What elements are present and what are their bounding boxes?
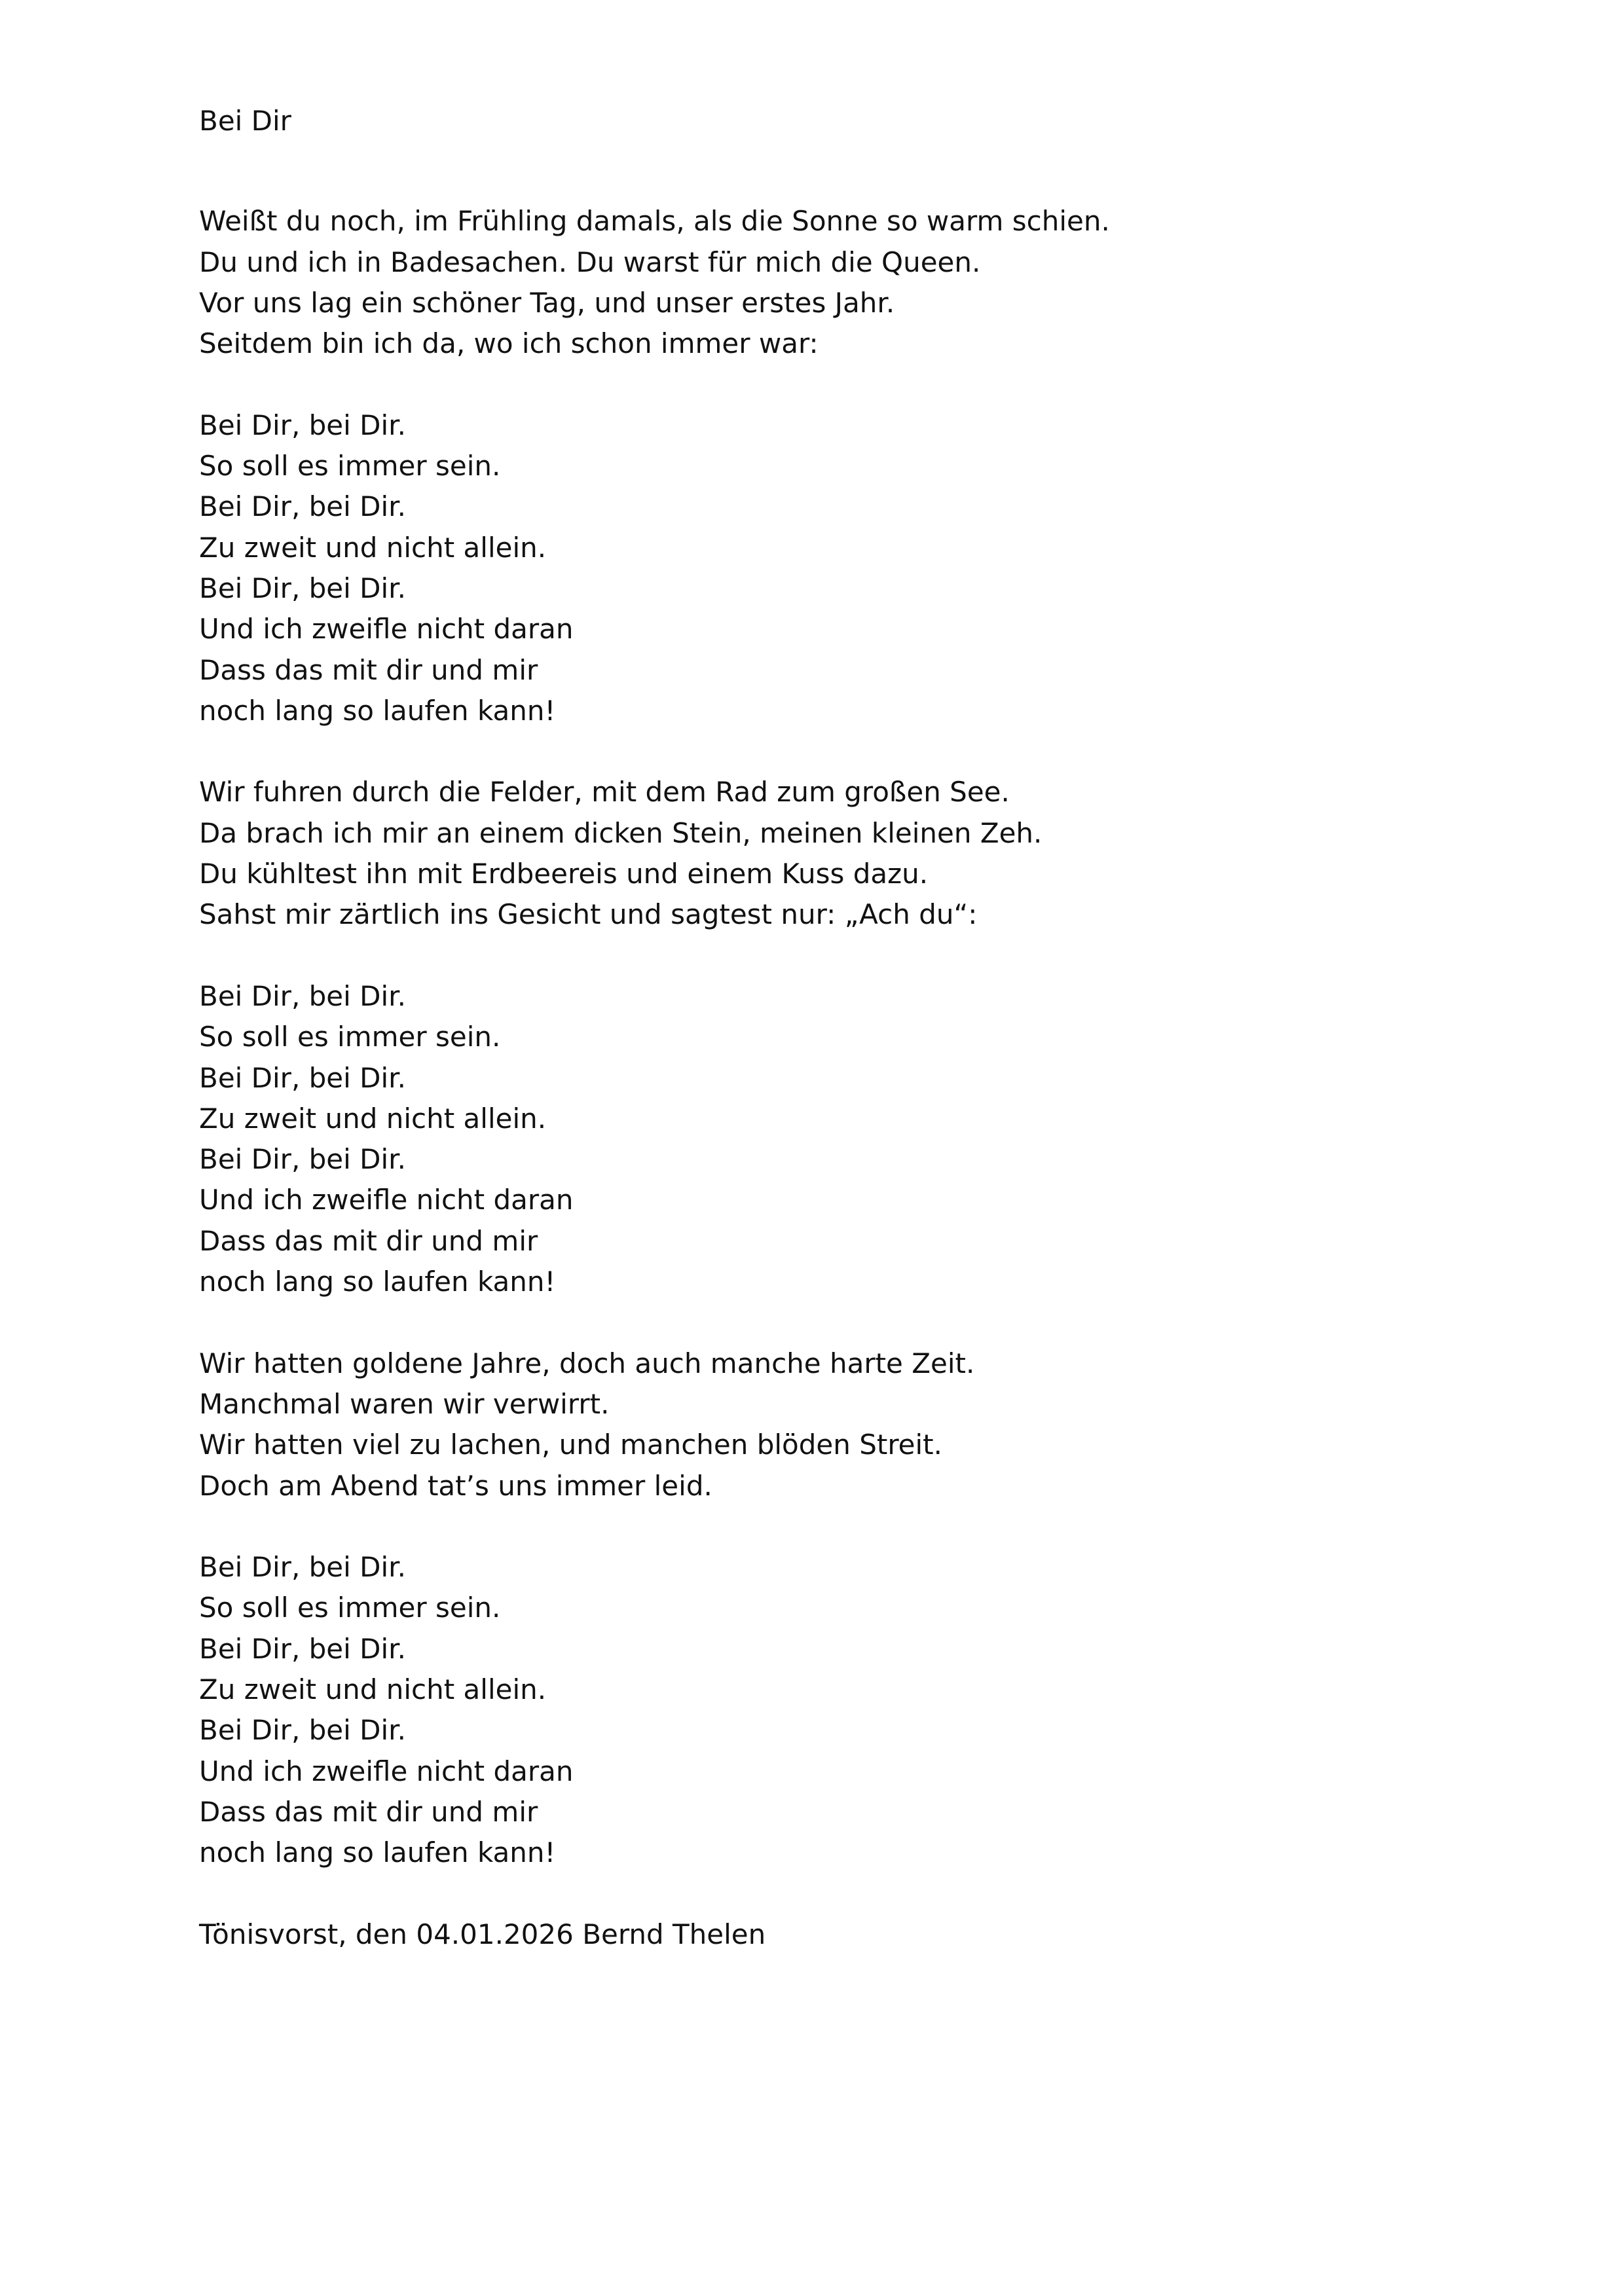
poem-line: Wir hatten viel zu lachen, und manchen blöden Streit. — [199, 1429, 943, 1461]
chorus-2 — [199, 976, 1624, 1302]
chorus-3 — [199, 1547, 1624, 1873]
poem-line: Zu zweit und nicht allein. — [199, 531, 547, 564]
poem-line: Und ich zweifle nicht daran — [199, 613, 574, 646]
poem-line: Bei Dir, bei Dir. — [199, 1551, 406, 1584]
poem-line: noch lang so laufen kann! — [199, 1266, 556, 1298]
poem-line: So soll es immer sein. — [199, 1021, 501, 1053]
poem-line: Sahst mir zärtlich ins Gesicht und sagtest nur: „Ach du“: — [199, 898, 978, 931]
poem-line: Weißt du noch, im Frühling damals, als die Sonne so warm schien. — [199, 205, 1110, 238]
poem-line: Du kühltest ihn mit Erdbeereis und einem Kuss dazu. — [199, 858, 929, 890]
poem-line: noch lang so laufen kann! — [199, 1836, 556, 1869]
poem-line: Dass das mit dir und mir — [199, 1224, 538, 1257]
poem-line: Bei Dir, bei Dir. — [199, 490, 406, 523]
poem-line: Bei Dir, bei Dir. — [199, 979, 406, 1012]
poem-line: Wir hatten goldene Jahre, doch auch manche harte Zeit. — [199, 1347, 975, 1379]
poem-line: Bei Dir, bei Dir. — [199, 1061, 406, 1094]
poem-line: So soll es immer sein. — [199, 1592, 501, 1624]
poem-line: Dass das mit dir und mir — [199, 653, 538, 686]
poem-line: Manchmal waren wir verwirrt. — [199, 1387, 610, 1420]
poem-line: Bei Dir, bei Dir. — [199, 409, 406, 441]
poem-line: Zu zweit und nicht allein. — [199, 1673, 547, 1705]
verse-1 — [199, 201, 1624, 364]
poem-line: Bei Dir, bei Dir. — [199, 572, 406, 604]
poem-line: Bei Dir, bei Dir. — [199, 1714, 406, 1747]
poem-line: Bei Dir, bei Dir. — [199, 1632, 406, 1665]
poem-line: Bei Dir, bei Dir. — [199, 1143, 406, 1176]
verse-3 — [199, 1343, 1624, 1506]
poem-line: Wir fuhren durch die Felder, mit dem Rad zum großen See. — [199, 776, 1010, 809]
poem-line: Da brach ich mir an einem dicken Stein, meinen kleinen Zeh. — [199, 816, 1043, 849]
verse-2 — [199, 772, 1624, 935]
poem-line: Doch am Abend tat’s uns immer leid. — [199, 1469, 712, 1502]
signature-line: Tönisvorst, den 04.01.2026 Bernd Thelen — [199, 1918, 766, 1950]
poem-title: Bei Dir — [199, 105, 291, 137]
poem-line: Und ich zweifle nicht daran — [199, 1184, 574, 1216]
poem-line: Vor uns lag ein schöner Tag, und unser erstes Jahr. — [199, 286, 895, 319]
poem-line: Seitdem bin ich da, wo ich schon immer war: — [199, 327, 819, 360]
poem-line: So soll es immer sein. — [199, 450, 501, 483]
poem-line: Dass das mit dir und mir — [199, 1795, 538, 1828]
poem-line: Du und ich in Badesachen. Du warst für mich die Queen. — [199, 246, 981, 278]
poem-line: Zu zweit und nicht allein. — [199, 1102, 547, 1135]
poem-line: Und ich zweifle nicht daran — [199, 1755, 574, 1787]
chorus-1 — [199, 405, 1624, 731]
poem-line: noch lang so laufen kann! — [199, 694, 556, 727]
